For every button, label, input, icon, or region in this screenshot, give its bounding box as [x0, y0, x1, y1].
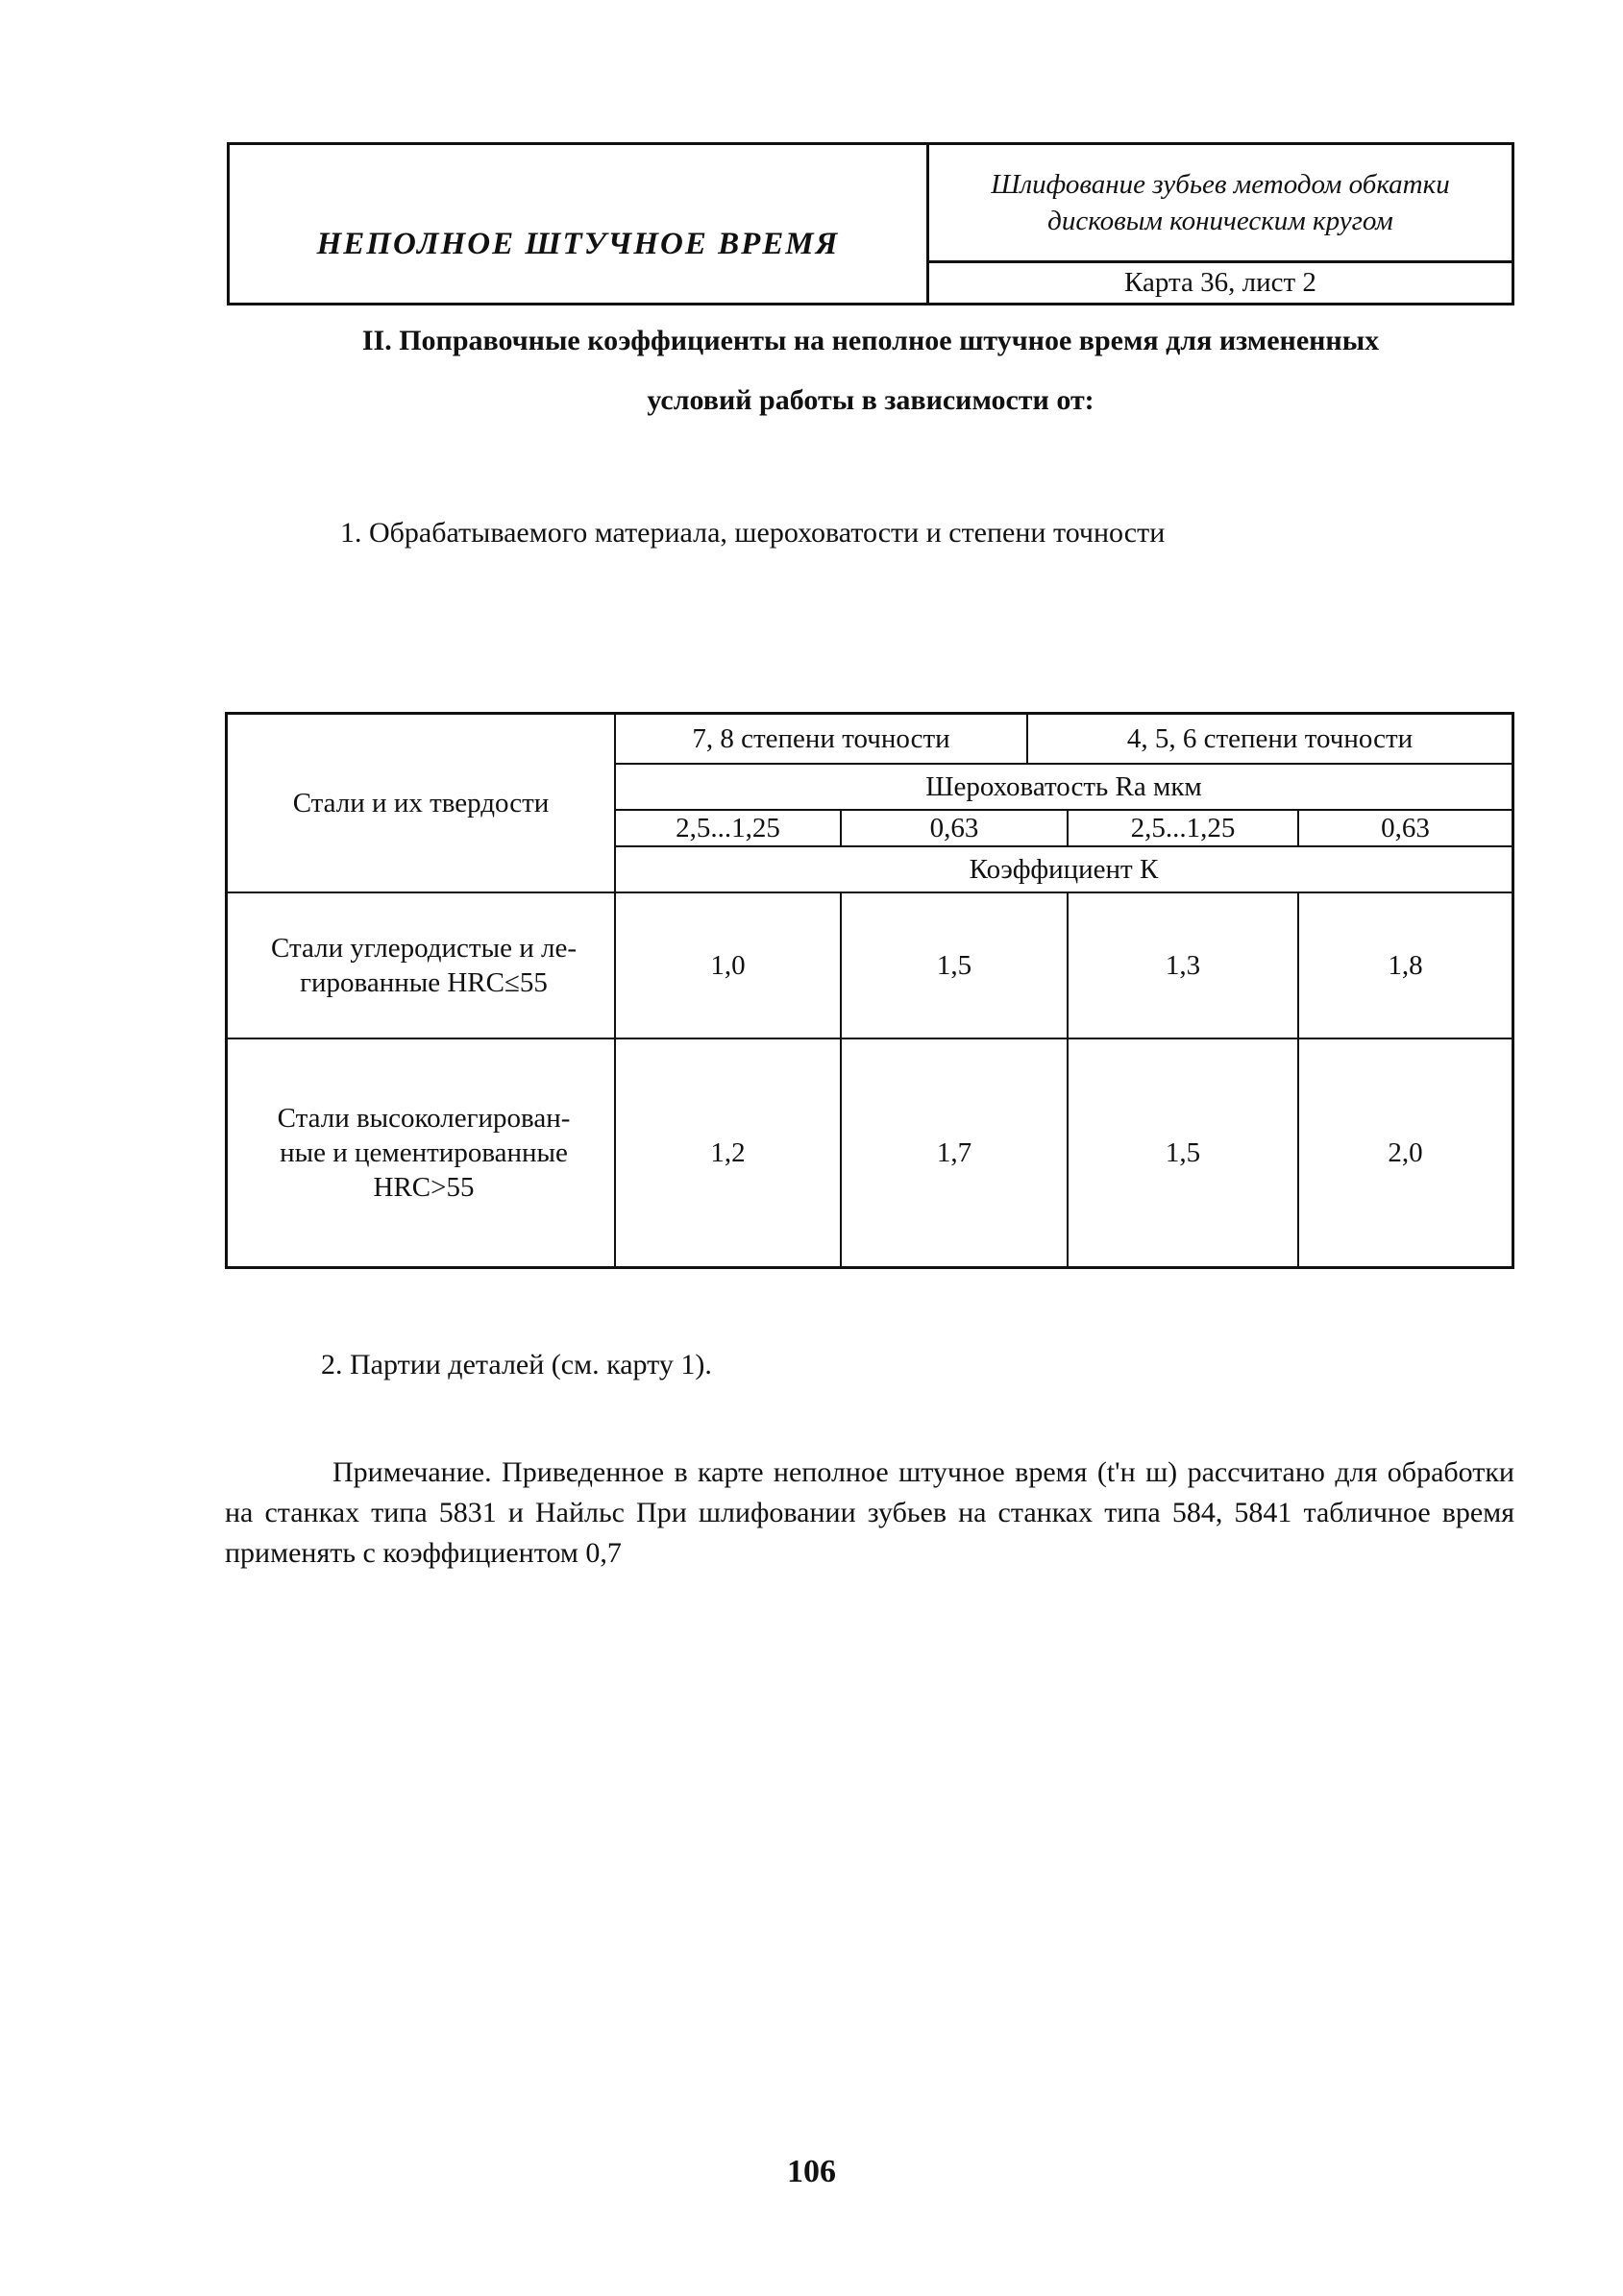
material-name — [234, 1039, 614, 1266]
material-line: Стали углеродистые и ле- — [271, 933, 577, 964]
roughness-value: 2,5...1,25 — [1130, 813, 1236, 843]
accuracy-group-1: 7, 8 степени точности — [692, 723, 950, 754]
card-reference: Карта 36, лист 2 — [1124, 267, 1316, 298]
coefficient-value: 1,5 — [1165, 1137, 1201, 1168]
note-paragraph: Примечание. Приведенное в карте неполное штучное время (t'н ш) рассчитано для обработки на станках типа 5831 и Найльс При шлифовании зубьев на станках типа 584, 5841 табличное время применять с коэффициентом 0,7 — [225, 1456, 1514, 1569]
header-title-cell — [230, 145, 929, 303]
material-line: HRC>55 — [373, 1172, 475, 1203]
material-name — [234, 893, 614, 1038]
material-line: гированные HRC≤55 — [300, 967, 548, 998]
coefficient-value: 2,0 — [1388, 1137, 1423, 1168]
page-number: 106 — [787, 2154, 836, 2189]
accuracy-group-2: 4, 5, 6 степени точности — [1126, 723, 1414, 754]
coefficient-value: 1,5 — [936, 950, 972, 981]
coefficient-label: Коэффициент К — [969, 854, 1159, 885]
item-1-text: 1. Обрабатываемого материала, шероховатости и степени точности — [340, 517, 1166, 549]
material-line: Стали высоколегирован- — [277, 1103, 571, 1134]
operation-line-1: Шлифование зубьев методом обкатки — [991, 169, 1450, 200]
coefficient-value: 1,0 — [710, 950, 746, 981]
section-heading-line-1: II. Поправочные коэффициенты на неполное штучное время для измененных — [361, 325, 1380, 356]
material-line: ные и цементированные — [280, 1137, 568, 1168]
coefficient-table — [225, 712, 1514, 1269]
card-ref-cell — [929, 263, 1512, 303]
material-header: Стали и их твердости — [292, 788, 550, 818]
roughness-value: 0,63 — [929, 813, 979, 843]
section-heading-line-2: условий работы в зависимости от: — [647, 384, 1094, 416]
page-title: НЕПОЛНОЕ ШТУЧНОЕ ВРЕМЯ — [316, 226, 840, 261]
roughness-value: 0,63 — [1381, 813, 1430, 843]
coefficient-value: 1,7 — [936, 1137, 972, 1168]
coefficient-value: 1,3 — [1165, 950, 1201, 981]
coefficient-value: 1,8 — [1388, 950, 1423, 981]
roughness-value: 2,5...1,25 — [676, 813, 780, 843]
item-2-text: 2. Партии деталей (см. карту 1). — [321, 1349, 712, 1380]
operation-cell — [929, 145, 1512, 263]
header-block — [227, 142, 1514, 305]
roughness-label: Шероховатость Ra мкм — [925, 771, 1202, 802]
coefficient-value: 1,2 — [710, 1137, 746, 1168]
operation-line-2: дисковым коническим кругом — [1047, 206, 1393, 236]
